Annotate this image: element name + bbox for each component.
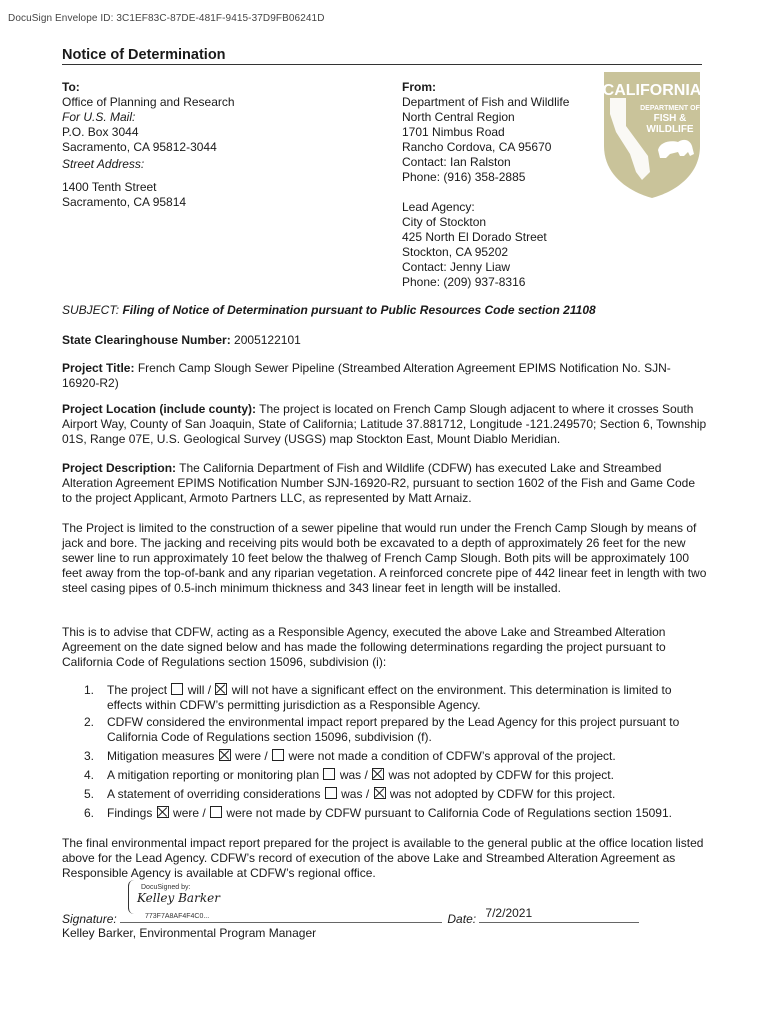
determination-item-4 — [84, 768, 706, 783]
item-text: will / — [187, 683, 212, 697]
determination-item-5 — [84, 787, 706, 802]
logo-line2: FISH & — [653, 113, 687, 124]
to-street-label: Street Address: — [62, 157, 145, 171]
to-line3: Sacramento, CA 95812-3044 — [62, 140, 217, 154]
subject-line — [62, 303, 707, 318]
was-not-checkbox-checked[interactable] — [374, 787, 386, 799]
were-checkbox-checked[interactable] — [219, 749, 231, 761]
logo-word: CALIFORNIA — [602, 82, 702, 99]
logo-line1: DEPARTMENT OF — [640, 105, 700, 112]
lead-agency-label: Lead Agency: — [402, 200, 475, 214]
subject-text: Filing of Notice of Determination pursuant to Public Resources Code section 21108 — [122, 303, 596, 317]
project-title-label: Project Title: — [62, 361, 135, 375]
was-checkbox[interactable] — [323, 768, 335, 780]
from-line6: Phone: (916) 358-2885 — [402, 170, 526, 184]
paragraph-project-limited: The Project is limited to the construction of a sewer pipeline that would run under the French Camp Slough by means of jack and bore. The jacking and receiving pits would both be excavated to a depth of approximately 26 feet for the new sewer line to run approximately 10 feet below the thalweg of French Camp Slough. Both pits will be approximately 100 feet away from the top-of-bank and any riparian vegetation. A reinforced concrete pipe of 442 linear feet in length with two steel casing pipes of 0.5-inch minimum thickness and 343 linear feet in length will be installed. — [62, 521, 707, 595]
item-number: 6. — [84, 806, 95, 820]
lead-agency-line2: 425 North El Dorado Street — [402, 230, 547, 244]
paragraph-advise: This is to advise that CDFW, acting as a Responsible Agency, executed the above Lake and Streambed Alteration Agreement on the date signed below and has made the following determinations regarding the project pursuant to California Code of Regulations section 15096, subdivision (i): — [62, 625, 666, 669]
item-text: were not made a condition of CDFW’s approval of the project. — [288, 749, 616, 763]
docusigned-caption: DocuSigned by: — [141, 884, 191, 891]
from-label: From: — [402, 80, 436, 94]
item-text: Findings — [107, 806, 153, 820]
project-location — [62, 402, 707, 447]
will-not-checkbox-checked[interactable] — [215, 683, 227, 695]
clearinghouse-value: 2005122101 — [234, 333, 301, 347]
item-text: The project — [107, 683, 168, 697]
from-line4: Rancho Cordova, CA 95670 — [402, 140, 552, 154]
title-underline — [62, 47, 702, 65]
paragraph-final: The final environmental impact report prepared for the project is available to the general public at the office location listed above for the Lead Agency. CDFW’s record of execution of the above Lake and Streambed Alteration Agreement as Responsible Agency is available at CDFW’s regional office. — [62, 836, 704, 880]
to-line2: P.O. Box 3044 — [62, 125, 139, 139]
item-text: was not adopted by CDFW for this project. — [388, 768, 614, 782]
from-line3: 1701 Nimbus Road — [402, 125, 505, 139]
was-checkbox[interactable] — [325, 787, 337, 799]
to-line5: Sacramento, CA 95814 — [62, 195, 187, 209]
will-checkbox[interactable] — [171, 683, 183, 695]
to-label: To: — [62, 80, 80, 94]
docusign-envelope-id: DocuSign Envelope ID: 3C1EF83C-87DE-481F-9415-37D9FB06241D — [8, 13, 325, 24]
item-text: was / — [341, 787, 370, 801]
item-number: 2. — [84, 715, 95, 729]
item-number: 5. — [84, 787, 95, 801]
lead-agency-line3: Stockton, CA 95202 — [402, 245, 509, 259]
signature-label: Signature: — [62, 912, 117, 926]
signer-name-title: Kelley Barker, Environmental Program Manager — [62, 926, 317, 940]
were-not-checkbox[interactable] — [210, 806, 222, 818]
item-text: were not made by CDFW pursuant to California Code of Regulations section 15091. — [226, 806, 672, 820]
project-description-value: The California Department of Fish and Wildlife (CDFW) has executed Lake and Streambed Alteration Agreement EPIMS Notification Number SJN-16920-R2, pursuant to section 1602 of the Fish and Game Code to the project Applicant, Armoto Partners LLC, as represented by Matt Arnaiz. — [62, 461, 695, 505]
signature-row — [62, 906, 662, 927]
to-line1: Office of Planning and Research — [62, 95, 235, 109]
date-line — [479, 906, 639, 923]
were-checkbox-checked[interactable] — [157, 806, 169, 818]
date-value: 7/2/2021 — [485, 906, 533, 920]
from-line5: Contact: Ian Ralston — [402, 155, 511, 169]
determination-item-2 — [84, 715, 706, 745]
signature-line — [120, 910, 442, 923]
item-text: A statement of overriding considerations — [107, 787, 321, 801]
item-number: 1. — [84, 683, 95, 697]
to-line4: 1400 Tenth Street — [62, 180, 157, 194]
cdfw-logo — [600, 68, 704, 200]
determinations-list — [84, 683, 706, 821]
project-title — [62, 361, 707, 391]
logo-line3: WILDLIFE — [646, 124, 694, 135]
determination-item-6 — [84, 806, 706, 821]
project-description — [62, 461, 707, 506]
to-address — [62, 80, 362, 210]
signature-hash: 773F7A8AF4F4C0... — [145, 913, 210, 920]
determination-item-3 — [84, 749, 706, 764]
determination-item-1 — [84, 683, 706, 713]
lead-agency-line4: Contact: Jenny Liaw — [402, 260, 511, 274]
project-location-value: The project is located on French Camp Slough adjacent to where it crosses South Airport Way, County of San Joaquin, State of California; Latitude 37.881712, Longitude -121.249570; Section 6, Township 01S, Range 07E, U.S. Geological Survey (USGS) map Stockton East, Mount Diablo Meridian. — [62, 402, 707, 446]
to-mail-label: For U.S. Mail: — [62, 110, 136, 124]
item-text: were / — [235, 749, 268, 763]
item-text: were / — [173, 806, 206, 820]
item-text: A mitigation reporting or monitoring plan — [107, 768, 320, 782]
lead-agency-line1: City of Stockton — [402, 215, 487, 229]
were-not-checkbox[interactable] — [272, 749, 284, 761]
project-title-value: French Camp Slough Sewer Pipeline (Streambed Alteration Agreement EPIMS Notification No. SJN-16920-R2) — [62, 361, 671, 390]
handwritten-signature: Kelley Barker — [137, 891, 220, 905]
from-line2: North Central Region — [402, 110, 515, 124]
project-description-label: Project Description: — [62, 461, 177, 475]
document-title: Notice of Determination — [62, 47, 226, 63]
lead-agency-line5: Phone: (209) 937-8316 — [402, 275, 526, 289]
clearinghouse — [62, 333, 707, 348]
item-text: will not have a significant effect on the environment. This determination is limited to effects within CDFW’s permitting jurisdiction as a Responsible Agency. — [107, 683, 672, 712]
docusign-signature-box[interactable] — [128, 880, 229, 920]
item-text: CDFW considered the environmental impact report prepared by the Lead Agency for this project pursuant to California Code of Regulations section 15096, subdivision (f). — [107, 715, 680, 744]
project-location-label: Project Location (include county): — [62, 402, 257, 416]
date-label: Date: — [447, 912, 477, 926]
was-not-checkbox-checked[interactable] — [372, 768, 384, 780]
item-text: was not adopted by CDFW for this project. — [389, 787, 616, 801]
from-address — [402, 80, 602, 290]
clearinghouse-label: State Clearinghouse Number: — [62, 333, 231, 347]
from-line1: Department of Fish and Wildlife — [402, 95, 570, 109]
item-number: 4. — [84, 768, 95, 782]
item-text: Mitigation measures — [107, 749, 215, 763]
item-number: 3. — [84, 749, 95, 763]
subject-label: SUBJECT: — [62, 303, 120, 317]
item-text: was / — [339, 768, 368, 782]
